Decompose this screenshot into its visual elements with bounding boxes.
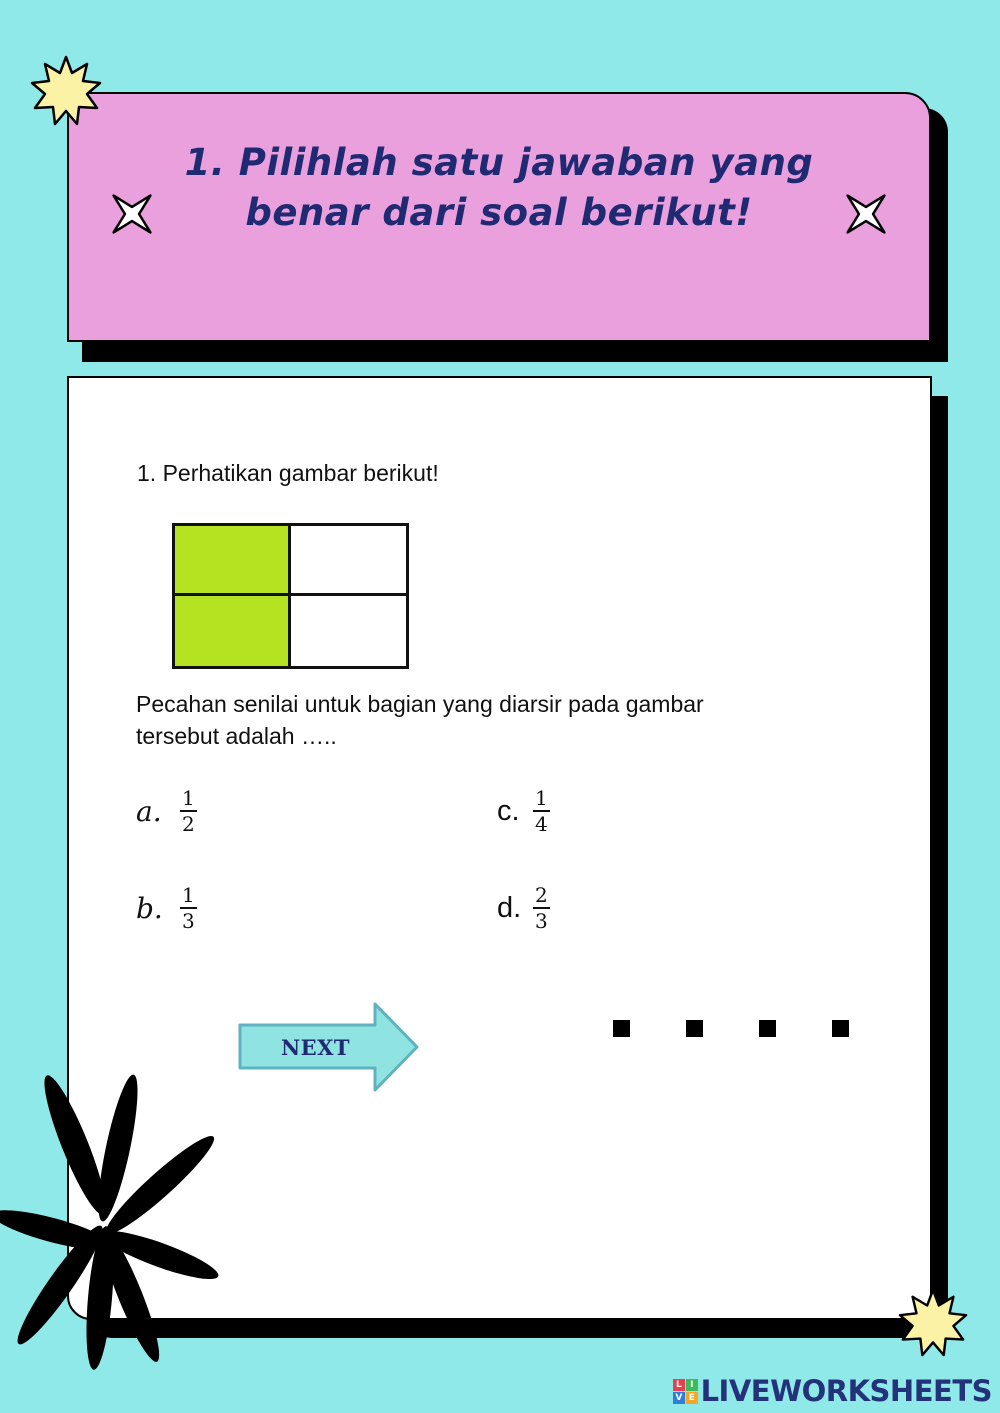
decorative-dot bbox=[686, 1020, 703, 1037]
grid-cell-shaded bbox=[175, 526, 291, 596]
brand-logo-icon bbox=[673, 1379, 698, 1404]
starburst-bottom-icon bbox=[898, 1288, 968, 1358]
fraction-numerator: 1 bbox=[182, 883, 195, 907]
option-d[interactable] bbox=[497, 883, 550, 933]
grid-cell bbox=[291, 596, 407, 666]
fraction-denominator: 4 bbox=[535, 812, 548, 836]
option-fraction bbox=[180, 883, 197, 933]
option-fraction bbox=[533, 883, 550, 933]
fraction-numerator: 2 bbox=[535, 883, 548, 907]
fraction-denominator: 3 bbox=[535, 909, 548, 933]
burst-decoration-icon bbox=[0, 1070, 220, 1370]
prompt-line-1: Pecahan senilai untuk bagian yang diarsir pada gambar bbox=[136, 691, 704, 717]
option-fraction bbox=[533, 786, 550, 836]
option-fraction bbox=[180, 786, 197, 836]
decorative-dot bbox=[759, 1020, 776, 1037]
logo-letter: I bbox=[686, 1379, 698, 1391]
fraction-denominator: 3 bbox=[182, 909, 195, 933]
fraction-numerator: 1 bbox=[535, 786, 548, 810]
option-letter: a. bbox=[136, 794, 162, 828]
option-c[interactable] bbox=[497, 786, 550, 836]
title-line-2: benar dari soal berikut! bbox=[245, 191, 753, 234]
sparkle-left-icon bbox=[104, 186, 160, 242]
header-card bbox=[67, 92, 931, 342]
decorative-dot bbox=[832, 1020, 849, 1037]
option-letter: d. bbox=[497, 891, 522, 924]
brand-logo[interactable] bbox=[673, 1374, 992, 1408]
sparkle-right-icon bbox=[838, 186, 894, 242]
fraction-numerator: 1 bbox=[182, 786, 195, 810]
next-button[interactable] bbox=[238, 1002, 420, 1092]
page-title bbox=[69, 138, 929, 238]
option-letter: b. bbox=[136, 891, 163, 925]
logo-letter: V bbox=[673, 1392, 685, 1404]
decorative-dot bbox=[613, 1020, 630, 1037]
grid-cell-shaded bbox=[175, 596, 291, 666]
logo-letter: L bbox=[673, 1379, 685, 1391]
fraction-denominator: 2 bbox=[182, 812, 195, 836]
grid-cell bbox=[291, 526, 407, 596]
option-letter: c. bbox=[497, 794, 520, 827]
starburst-top-icon bbox=[30, 55, 102, 127]
logo-letter: E bbox=[686, 1392, 698, 1404]
question-prompt bbox=[136, 688, 836, 752]
prompt-line-2: tersebut adalah ….. bbox=[136, 723, 337, 749]
next-button-label: NEXT bbox=[280, 1035, 351, 1060]
title-line-1: 1. Pilihlah satu jawaban yang bbox=[184, 141, 814, 184]
option-a[interactable] bbox=[136, 786, 197, 836]
question-text: 1. Perhatikan gambar berikut! bbox=[137, 460, 439, 486]
option-b[interactable] bbox=[136, 883, 197, 933]
brand-name: LIVEWORKSHEETS bbox=[700, 1374, 992, 1408]
fraction-grid bbox=[172, 523, 409, 669]
